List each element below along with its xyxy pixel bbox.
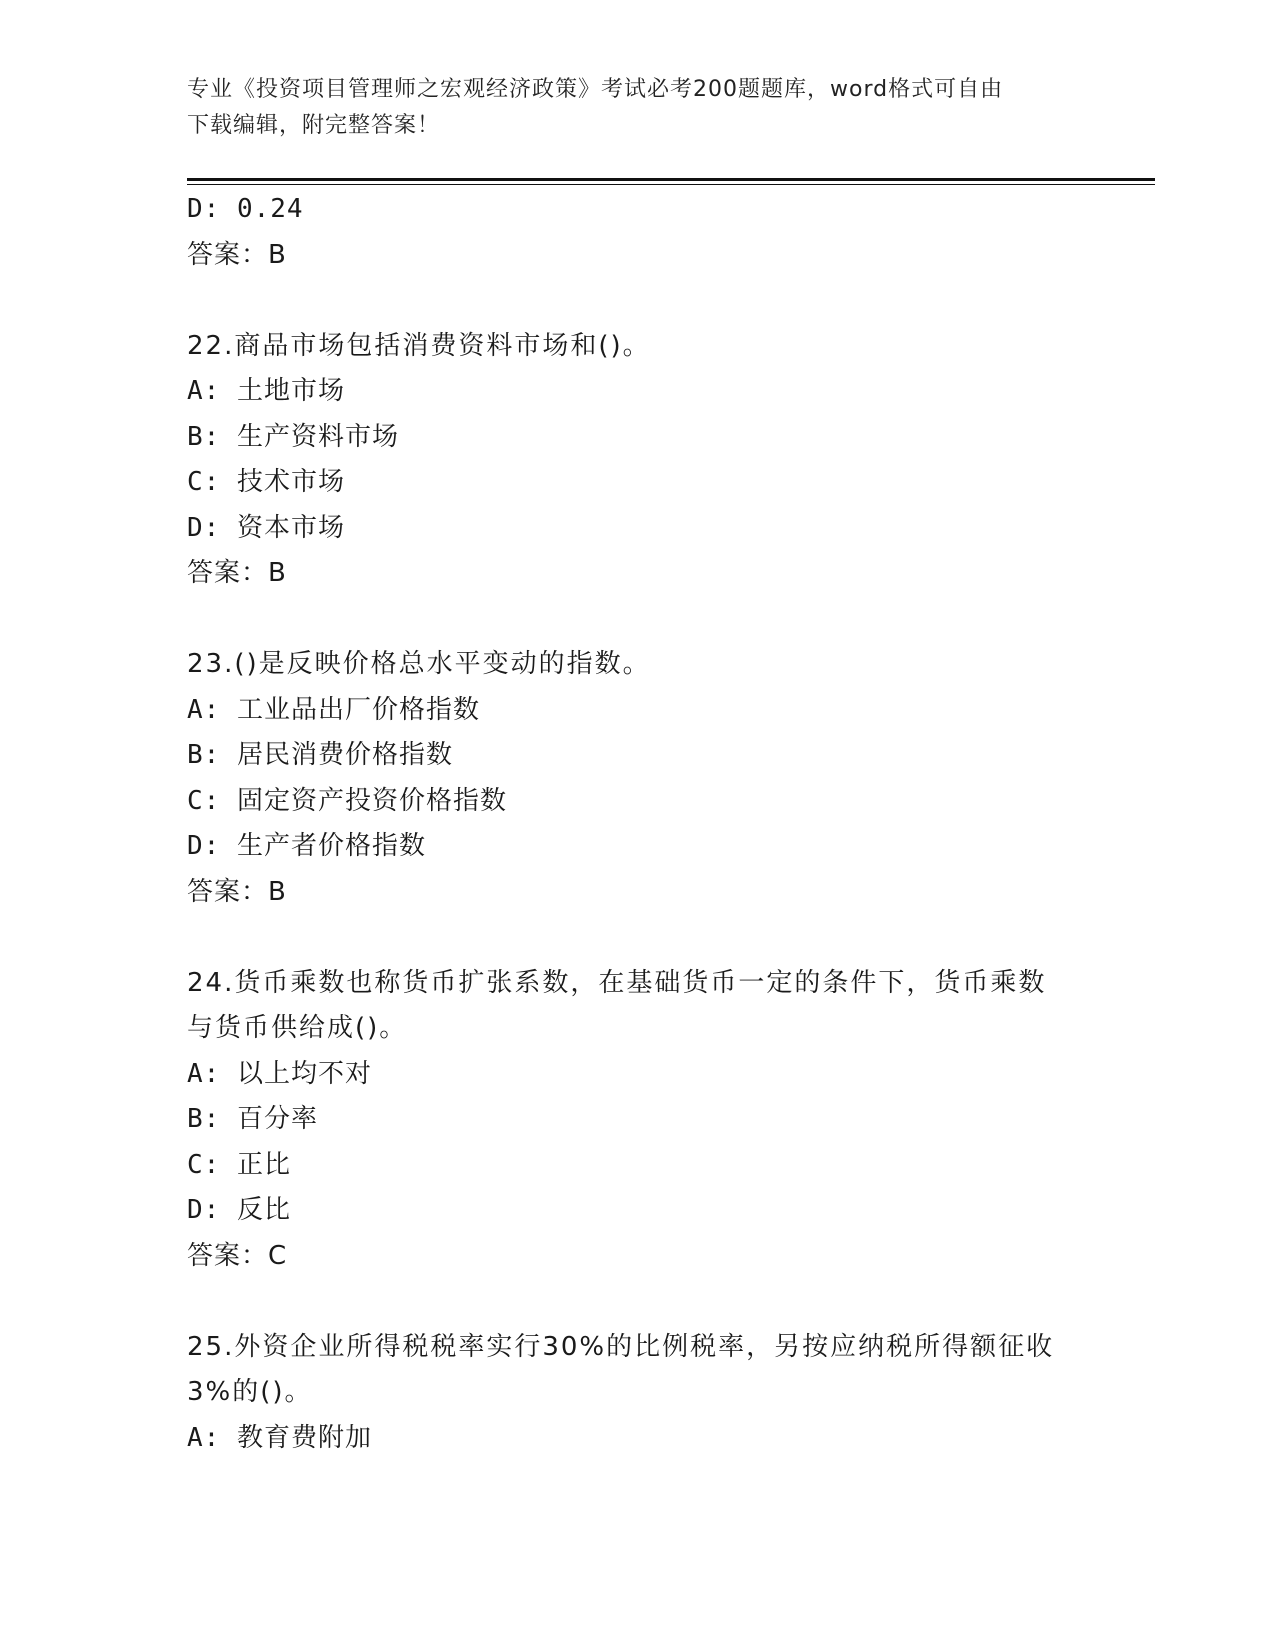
answer: 答案：B xyxy=(187,558,287,588)
option-a: A: 以上均不对 xyxy=(187,1058,372,1089)
option-c: C: 技术市场 xyxy=(187,467,345,497)
option-d: D: 资本市场 xyxy=(187,512,345,543)
header-line-1: 专业《投资项目管理师之宏观经济政策》考试必考200题题库，word格式可自由 xyxy=(187,77,1004,102)
header-line-2: 下载编辑，附完整答案！ xyxy=(187,113,441,138)
option-b: B: 居民消费价格指数 xyxy=(187,740,453,770)
question-stem-25-line-1: 25.外资企业所得税税率实行30%的比例税率，另按应纳税所得额征收 xyxy=(187,1331,1055,1362)
spacer xyxy=(187,597,1087,643)
question-stem-23: 23.()是反映价格总水平变动的指数。 xyxy=(187,649,651,679)
option-c: C: 正比 xyxy=(187,1149,291,1180)
answer: 答案：C xyxy=(187,1240,288,1271)
spacer xyxy=(187,278,1087,324)
option-a: A: 教育费附加 xyxy=(187,1422,372,1453)
header-divider-thick xyxy=(187,178,1155,181)
document-header xyxy=(187,72,1087,144)
option-d: D: 0.24 xyxy=(187,194,304,224)
option-d: D: 反比 xyxy=(187,1195,291,1225)
question-stem-22: 22.商品市场包括消费资料市场和()。 xyxy=(187,330,651,361)
question-list xyxy=(187,187,1087,1461)
question-stem-24-line-1: 24.货币乘数也称货币扩张系数，在基础货币一定的条件下，货币乘数 xyxy=(187,967,1047,998)
option-a: A: 土地市场 xyxy=(187,376,345,406)
option-b: B: 生产资料市场 xyxy=(187,421,399,452)
option-d: D: 生产者价格指数 xyxy=(187,831,426,861)
option-a: A: 工业品出厂价格指数 xyxy=(187,694,480,725)
spacer xyxy=(187,915,1087,961)
answer: 答案：B xyxy=(187,239,287,270)
question-stem-25-line-2: 3%的()。 xyxy=(187,1377,313,1407)
spacer xyxy=(187,1279,1087,1325)
option-b: B: 百分率 xyxy=(187,1104,318,1134)
header-divider-thin xyxy=(187,184,1155,185)
option-c: C: 固定资产投资价格指数 xyxy=(187,785,507,816)
question-stem-24-line-2: 与货币供给成()。 xyxy=(187,1013,408,1043)
answer: 答案：B xyxy=(187,876,287,907)
